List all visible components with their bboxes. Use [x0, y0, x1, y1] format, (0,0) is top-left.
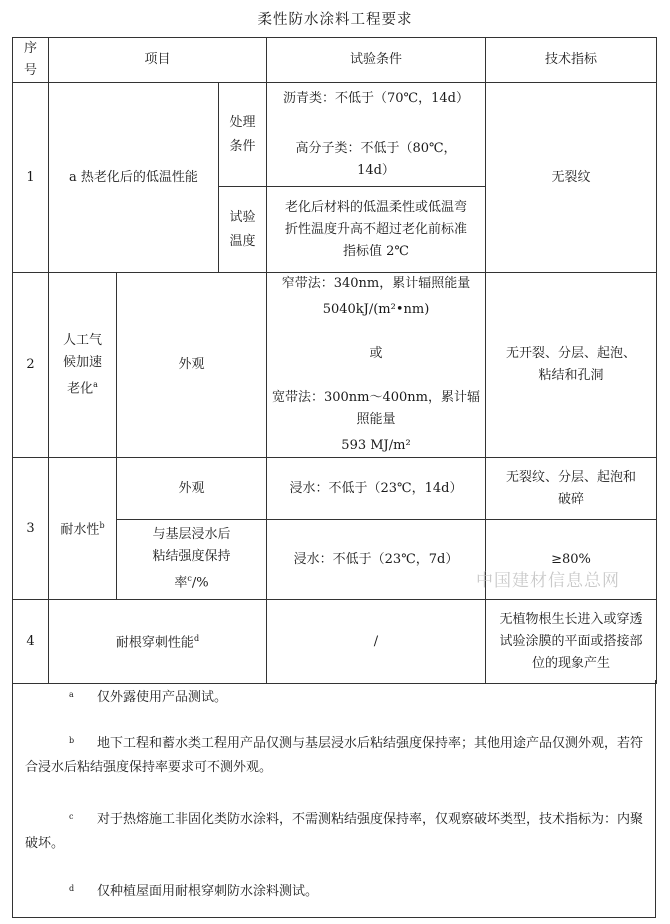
row-condition: 浸水：不低于（23℃，7d） — [267, 520, 486, 600]
row-item: a 热老化后的低温性能 — [49, 83, 219, 273]
header-condition: 试验条件 — [267, 38, 486, 83]
footnote: c 对于热熔施工非固化类防水涂料，不需测粘结强度保持率，仅观察破坏类型，技术指标为：内聚破坏。 — [25, 812, 644, 851]
treatment-condition-value: 沥青类：不低于（70℃，14d） 高分子类：不低于（80℃， 14d） — [267, 83, 486, 187]
row-item: 外观 — [117, 458, 267, 520]
table-row — [13, 273, 657, 458]
row-no: 3 — [13, 458, 49, 600]
row-no: 4 — [13, 600, 49, 684]
footnote: d 仅种植屋面用耐根穿刺防水涂料测试。 — [69, 884, 319, 899]
header-no: 序 号 — [13, 38, 49, 83]
footnote-mark: d — [193, 634, 200, 644]
footnote-mark: b — [99, 521, 105, 531]
row-indicator: 无开裂、分层、起泡、 粘结和孔洞 — [486, 273, 657, 458]
table-header-row — [13, 38, 657, 83]
row-group: 耐水性$^b$ — [49, 458, 117, 600]
header-indicator: 技术指标 — [486, 38, 657, 83]
row-item: 与基层浸水后 粘结强度保持 率$^c$/% — [117, 520, 267, 600]
document-title: 柔性防水涂料工程要求 — [257, 12, 413, 28]
row-condition: / — [267, 600, 486, 684]
header-item: 项目 — [49, 38, 267, 83]
test-temperature-label: 试验 温度 — [219, 187, 267, 273]
row-indicator: 无植物根生长进入或穿透 试验涂膜的平面或搭接部 位的现象产生 — [486, 600, 657, 684]
row-no: 1 — [13, 83, 49, 273]
row-condition: 浸水：不低于（23℃，14d） — [267, 458, 486, 520]
footnote: a 仅外露使用产品测试。 — [69, 690, 228, 705]
footnote-mark: c — [187, 574, 192, 584]
row-no: 2 — [13, 273, 49, 458]
table-row — [13, 83, 657, 187]
row-indicator: 无裂纹、分层、起泡和 破碎 — [486, 458, 657, 520]
footnote: b 地下工程和蓄水类工程用产品仅测与基层浸水后粘结强度保持率；其他用途产品仅测外观，若符合浸水后粘结强度保持率要求可不测外观。 — [25, 736, 644, 775]
row-item: 耐根穿刺性能$^d$ — [49, 600, 267, 684]
treatment-condition-label: 处理 条件 — [219, 83, 267, 187]
row-group: 人工气 候加速 老化$^a$ — [49, 273, 117, 458]
test-temperature-value: 老化后材料的低温柔性或低温弯 折性温度升高不超过老化前标准 指标值 2℃ — [267, 187, 486, 273]
footnote-mark: a — [93, 379, 98, 389]
table-row — [13, 458, 657, 520]
footnotes — [12, 680, 656, 918]
table-row — [13, 600, 657, 684]
row-item: 外观 — [117, 273, 267, 458]
row-condition: 窄带法：340nm，累计辐照能量 5040kJ/(m²•nm) 或 宽带法：300nm～400nm，累计辐照能量 593 MJ/m² — [267, 273, 486, 458]
watermark: 中国建材信息总网 — [476, 571, 620, 591]
row-indicator: ≥80% — [486, 520, 657, 600]
row-indicator: 无裂纹 — [486, 83, 657, 273]
